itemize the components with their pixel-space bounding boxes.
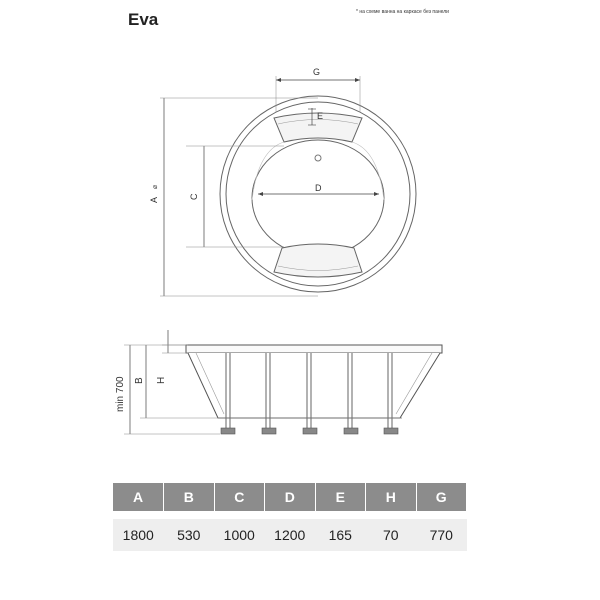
value-h: 70 bbox=[366, 519, 417, 551]
value-d: 1200 bbox=[265, 519, 316, 551]
header-d: D bbox=[265, 483, 316, 511]
header-a: A bbox=[113, 483, 164, 511]
side-view bbox=[124, 330, 442, 434]
value-g: 770 bbox=[416, 519, 467, 551]
header-e: E bbox=[315, 483, 366, 511]
side-view-labels bbox=[115, 376, 167, 412]
label-b: B bbox=[134, 377, 145, 384]
header-g: G bbox=[416, 483, 467, 511]
header-b: B bbox=[164, 483, 215, 511]
header-h: H bbox=[366, 483, 417, 511]
label-a: A bbox=[149, 196, 159, 203]
leg-feet bbox=[221, 428, 398, 434]
header-c: C bbox=[214, 483, 265, 511]
top-view bbox=[160, 76, 416, 296]
table-header-row bbox=[113, 483, 467, 511]
bottom-seat bbox=[274, 244, 362, 277]
label-g: G bbox=[313, 67, 321, 77]
label-a-diameter: ⌀ bbox=[152, 184, 159, 189]
value-a: 1800 bbox=[113, 519, 164, 551]
table-value-row bbox=[113, 519, 467, 551]
dimensions-table bbox=[113, 483, 467, 551]
frame-note: * на схеме ванна на каркасе без панели bbox=[356, 9, 449, 15]
value-c: 1000 bbox=[214, 519, 265, 551]
label-d: D bbox=[315, 183, 322, 193]
label-e: E bbox=[317, 111, 324, 121]
label-c: C bbox=[189, 193, 199, 200]
inner-bowl bbox=[252, 140, 384, 256]
drain-icon bbox=[315, 155, 321, 161]
value-b: 530 bbox=[164, 519, 215, 551]
label-min-height: min 700 bbox=[115, 376, 126, 412]
value-e: 165 bbox=[315, 519, 366, 551]
side-rim bbox=[186, 345, 442, 353]
label-h: H bbox=[156, 376, 167, 384]
product-title: Eva bbox=[128, 10, 159, 29]
